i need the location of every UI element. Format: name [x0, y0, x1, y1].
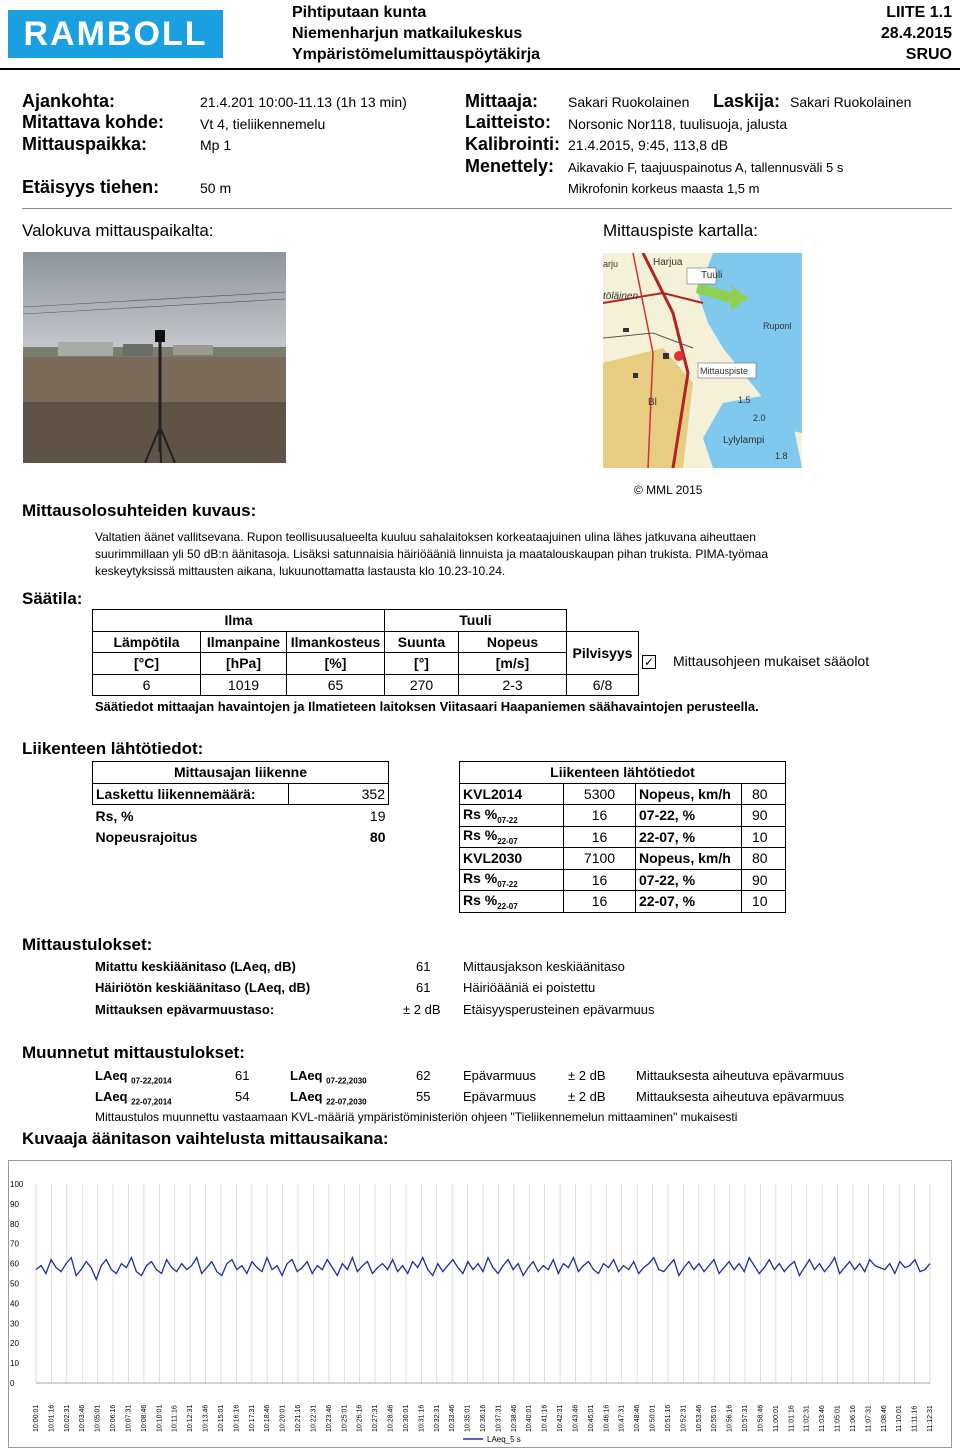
- day-share-value-2014: 90: [742, 805, 786, 827]
- traffic-title: Liikenteen lähtötiedot:: [22, 739, 204, 758]
- weather-table: [92, 609, 639, 696]
- kalibrointi-label: Kalibrointi:: [465, 134, 560, 154]
- paikka-value: Mp 1: [200, 137, 232, 153]
- y-tick-label: 0: [10, 1379, 15, 1388]
- weather-header-direction: Suunta: [385, 631, 459, 653]
- etaisyys-label: Etäisyys tiehen:: [22, 177, 160, 197]
- y-tick-label: 80: [10, 1219, 19, 1229]
- laeq-sub: 22-07,2014: [131, 1097, 172, 1107]
- map-place-bl: Bl: [648, 397, 657, 408]
- weather-unit-pressure: [hPa]: [201, 653, 287, 675]
- x-tick-label: 10:10:01: [156, 1404, 164, 1432]
- photo-title: Valokuva mittauspaikalta:: [22, 221, 214, 240]
- conditions-title: Mittausolosuhteiden kuvaus:: [22, 501, 257, 520]
- x-tick-label: 10:42:31: [557, 1404, 565, 1432]
- result-clean-label: Häiriötön keskiäänitaso (LAeq, dB): [95, 980, 311, 995]
- x-tick-label: 10:45:01: [587, 1404, 595, 1432]
- x-tick-label: 10:16:16: [233, 1404, 241, 1432]
- laskija-value: Sakari Ruokolainen: [790, 94, 912, 110]
- y-tick-label: 90: [10, 1199, 19, 1209]
- mittaaja-value: Sakari Ruokolainen: [568, 94, 690, 110]
- laeq-2207-2014-value: 54: [235, 1089, 250, 1104]
- weather-value-cloud: 6/8: [567, 674, 639, 696]
- x-tick-label: 10:27:31: [372, 1404, 380, 1432]
- x-tick-label: 10:58:46: [757, 1404, 765, 1432]
- map-title: Mittauspiste kartalla:: [603, 221, 758, 240]
- x-tick-label: 10:15:01: [217, 1404, 225, 1432]
- x-tick-label: 11:02:31: [803, 1405, 811, 1432]
- x-tick-label: 10:41:16: [541, 1404, 549, 1432]
- weather-group-tuuli: Tuuli: [385, 610, 567, 632]
- weather-note: Säätiedot mittaajan havaintojen ja Ilmatieteen laitoksen Viitasaari Haapaniemen säähavaintojen perusteella.: [95, 699, 759, 714]
- header-ref-1: LIITE 1.1: [886, 4, 952, 21]
- rs-label-text: Rs %: [463, 891, 498, 908]
- map-depth-20: 2.0: [753, 413, 766, 423]
- kohde-value: Vt 4, tieliikennemelu: [200, 116, 326, 132]
- x-tick-label: 10:08:46: [140, 1404, 148, 1432]
- traffic-count-label: Laskettu liikennemäärä:: [93, 783, 289, 805]
- logo-text: RAMBOLL: [23, 15, 208, 53]
- traffic-speed-limit-value: 80: [369, 828, 386, 845]
- x-tick-label: 11:00:01: [772, 1405, 780, 1432]
- traffic-speed-limit-label: Nopeusrajoitus: [95, 828, 198, 845]
- weather-header-humidity: Ilmankosteus: [287, 631, 385, 653]
- laskija-label: Laskija:: [713, 91, 781, 111]
- laeq-2207-2030-value: 55: [416, 1089, 431, 1104]
- x-tick-label: 10:01:16: [48, 1404, 56, 1432]
- x-tick-label: 10:25:01: [341, 1404, 349, 1432]
- rs-0722-2014-value: 16: [564, 805, 636, 827]
- site-map: [603, 253, 802, 468]
- x-tick-label: 10:07:31: [125, 1404, 133, 1432]
- menettely-value-1: Aikavakio F, taajuuspainotus A, tallennusväli 5 s: [568, 160, 844, 175]
- weather-value-speed: 2-3: [459, 674, 567, 696]
- kalibrointi-value: 21.4.2015, 9:45, 113,8 dB: [568, 137, 729, 153]
- rs-sub: 07-22: [497, 815, 518, 825]
- traffic-right-table: [459, 761, 786, 913]
- mittaaja-label: Mittaaja:: [465, 91, 539, 111]
- x-tick-label: 10:51:16: [664, 1404, 672, 1432]
- x-tick-label: 11:12:31: [927, 1405, 934, 1432]
- uncertainty-label-day: Epävarmuus: [463, 1068, 536, 1083]
- y-tick-label: 70: [10, 1239, 19, 1249]
- converted-title: Muunnetut mittaustulokset:: [22, 1043, 245, 1062]
- rs-label-text: Rs %: [463, 870, 498, 887]
- weather-checkbox[interactable]: ✓: [643, 655, 655, 669]
- laeq-text: LAeq: [95, 1068, 128, 1083]
- laeq-0722-2030-label: [290, 1068, 367, 1086]
- x-tick-label: 11:03:46: [819, 1405, 827, 1432]
- x-tick-label: 10:05:01: [94, 1404, 102, 1432]
- weather-value-temp: 6: [93, 674, 201, 696]
- x-tick-label: 10:36:16: [480, 1404, 487, 1432]
- x-tick-label: 10:33:46: [449, 1404, 457, 1432]
- x-tick-label: 10:37:31: [495, 1404, 503, 1432]
- laeq-2207-2030-label: [290, 1089, 367, 1107]
- x-tick-label: 10:26:16: [356, 1404, 364, 1432]
- traffic-left-table: [92, 761, 389, 848]
- menettely-label: Menettely:: [465, 156, 555, 176]
- rs-sub: 07-22: [497, 880, 518, 890]
- laeq-2207-2014-label: [95, 1089, 172, 1107]
- legend-label: LAeq_5 s: [487, 1435, 521, 1444]
- uncertainty-label-night: Epävarmuus: [463, 1089, 536, 1104]
- x-tick-label: 10:18:46: [264, 1404, 272, 1432]
- traffic-rs-label: Rs, %: [95, 807, 134, 824]
- rs-2207-2014-value: 16: [564, 826, 636, 848]
- laeq-text: LAeq: [95, 1089, 128, 1104]
- laitteisto-label: Laitteisto:: [465, 112, 552, 132]
- x-tick-label: 10:31:16: [418, 1404, 426, 1432]
- uncertainty-value-day: ± 2 dB: [568, 1068, 606, 1083]
- header-line-1: Pihtiputaan kunta: [292, 4, 427, 21]
- result-measured-label: Mitattu keskiäänitaso (LAeq, dB): [95, 959, 296, 974]
- traffic-count-value: 352: [289, 783, 389, 805]
- weather-unit-speed: [m/s]: [459, 653, 567, 675]
- x-tick-label: 10:02:31: [63, 1404, 71, 1432]
- speed-label-2014: Nopeus, km/h: [636, 783, 742, 805]
- kvl2030-label: KVL2030: [460, 848, 564, 870]
- laeq-sub: 22-07,2030: [326, 1097, 367, 1107]
- x-tick-label: 11:01:16: [788, 1405, 796, 1432]
- chart-title: Kuvaaja äänitason vaihtelusta mittausaikana:: [22, 1129, 389, 1148]
- result-uncertainty-value: ± 2 dB: [403, 1002, 441, 1017]
- x-tick-label: 10:56:16: [726, 1404, 734, 1432]
- night-share-value-2030: 10: [742, 891, 786, 913]
- conditions-text-2: suurimmillaan yli 50 dB:n äänitasoja. Lisäksi satunnaisia häiriöääniä linnuista ja maatalouskaupan pihan trukista. PIMA-työmaa: [95, 547, 769, 561]
- x-tick-label: 10:30:01: [402, 1404, 410, 1432]
- result-uncertainty-note: Etäisyysperusteinen epävarmuus: [463, 1002, 655, 1017]
- x-tick-label: 10:21:16: [295, 1404, 303, 1432]
- map-credit: © MML 2015: [634, 483, 703, 497]
- x-tick-label: 10:35:01: [464, 1404, 472, 1432]
- uncertainty-value-night: ± 2 dB: [568, 1089, 606, 1104]
- map-place-arju: arju: [603, 259, 619, 269]
- map-label-tuuli: Tuuli: [701, 270, 723, 281]
- weather-value-humidity: 65: [287, 674, 385, 696]
- x-tick-label: 10:11:16: [171, 1405, 179, 1432]
- weather-checkbox-label: Mittausohjeen mukaiset sääolot: [673, 653, 870, 669]
- laeq-0722-2014-value: 61: [235, 1068, 250, 1083]
- rs-sub: 22-07: [497, 901, 518, 911]
- rs-2207-2014-label: [460, 826, 564, 848]
- speed-value-2014: 80: [742, 783, 786, 805]
- header-divider: [0, 68, 960, 70]
- weather-header-temp: Lämpötila: [93, 631, 201, 653]
- uncertainty-note-night: Mittauksesta aiheutuva epävarmuus: [636, 1089, 845, 1104]
- laeq-0722-2014-label: [95, 1068, 172, 1086]
- x-tick-label: 10:57:31: [742, 1404, 750, 1432]
- night-share-label-2030: 22-07, %: [636, 891, 742, 913]
- paikka-label: Mittauspaikka:: [22, 134, 148, 154]
- x-tick-label: 11:07:31: [865, 1405, 873, 1432]
- weather-group-ilma: Ilma: [93, 610, 385, 632]
- rs-0722-2030-value: 16: [564, 869, 636, 891]
- y-tick-label: 100: [10, 1180, 24, 1189]
- weather-title: Säätila:: [22, 589, 83, 608]
- header-line-2: Niemenharjun matkailukeskus: [292, 25, 523, 42]
- map-place-lylylampi: Lylylampi: [723, 435, 765, 446]
- day-share-label-2030: 07-22, %: [636, 869, 742, 891]
- x-tick-label: 10:50:01: [649, 1404, 657, 1432]
- ajankohta-value: 21.4.201 10:00-11.13 (1h 13 min): [200, 94, 407, 110]
- map-place-toilainen: töläinen: [603, 291, 639, 302]
- x-tick-label: 11:05:01: [834, 1405, 842, 1432]
- x-tick-label: 10:38:46: [510, 1404, 518, 1432]
- x-tick-label: 10:32:31: [433, 1404, 441, 1432]
- weather-header-pressure: Ilmanpaine: [201, 631, 287, 653]
- header-line-3: Ympäristömelumittauspöytäkirja: [292, 46, 541, 63]
- laitteisto-value: Norsonic Nor118, tuulisuoja, jalusta: [568, 116, 788, 132]
- x-tick-label: 10:53:46: [695, 1404, 703, 1432]
- y-tick-label: 60: [10, 1259, 19, 1269]
- x-tick-label: 11:08:46: [880, 1405, 888, 1432]
- traffic-left-header: Mittausajan liikenne: [93, 762, 389, 784]
- map-depth-18: 1.8: [775, 451, 788, 461]
- info-divider: [22, 208, 952, 209]
- result-measured-note: Mittausjakson keskiäänitaso: [463, 959, 625, 974]
- x-tick-label: 10:48:46: [634, 1404, 642, 1432]
- weather-value-pressure: 1019: [201, 674, 287, 696]
- x-tick-label: 10:17:31: [248, 1404, 256, 1432]
- header-ref-2: 28.4.2015: [880, 25, 952, 42]
- weather-header-speed: Nopeus: [459, 631, 567, 653]
- weather-unit-temp: [°C]: [93, 653, 201, 675]
- x-tick-label: 10:47:31: [618, 1404, 626, 1432]
- x-tick-label: 10:12:31: [187, 1404, 195, 1432]
- header-ref-3: SRUO: [905, 46, 952, 63]
- map-place-ruponl: Ruponl: [763, 321, 792, 331]
- rs-sub: 22-07: [497, 837, 518, 847]
- rs-label-text: Rs %: [463, 805, 498, 822]
- laeq-sub: 07-22,2030: [326, 1076, 367, 1086]
- noise-level-chart: [8, 1160, 952, 1448]
- etaisyys-value: 50 m: [200, 180, 232, 196]
- rs-label-text: Rs %: [463, 827, 498, 844]
- laeq-text: LAeq: [290, 1068, 323, 1083]
- x-tick-label: 10:43:46: [572, 1404, 580, 1432]
- results-title: Mittaustulokset:: [22, 935, 153, 954]
- speed-value-2030: 80: [742, 848, 786, 870]
- x-tick-label: 10:06:16: [110, 1404, 118, 1432]
- x-tick-label: 11:10:01: [896, 1405, 904, 1432]
- x-tick-label: 10:40:01: [526, 1404, 534, 1432]
- y-tick-label: 50: [10, 1279, 19, 1289]
- y-tick-label: 40: [10, 1299, 19, 1309]
- uncertainty-note-day: Mittauksesta aiheutuva epävarmuus: [636, 1068, 845, 1083]
- rs-0722-2014-label: [460, 805, 564, 827]
- menettely-value-2: Mikrofonin korkeus maasta 1,5 m: [568, 181, 760, 196]
- kvl2014-label: KVL2014: [460, 783, 564, 805]
- kvl2030-value: 7100: [564, 848, 636, 870]
- x-tick-label: 10:03:46: [79, 1404, 87, 1432]
- x-tick-label: 10:13:46: [202, 1404, 210, 1432]
- x-tick-label: 10:46:16: [603, 1404, 611, 1432]
- y-tick-label: 10: [10, 1359, 19, 1369]
- x-tick-label: 11:06:16: [849, 1405, 857, 1432]
- day-share-label-2014: 07-22, %: [636, 805, 742, 827]
- rs-2207-2030-label: [460, 891, 564, 913]
- conditions-text-3: keskeytyksissä mittausten aikana, lukuunottamatta lastausta klo 10.23-10.24.: [95, 564, 506, 578]
- kohde-label: Mitattava kohde:: [22, 112, 165, 132]
- converted-footnote: Mittaustulos muunnettu vastaamaan KVL-määriä ympäristöministeriön ohjeen "Tieliikennemelun mittaaminen" mukaisesti: [95, 1110, 738, 1124]
- result-measured-value: 61: [416, 959, 431, 974]
- weather-unit-humidity: [%]: [287, 653, 385, 675]
- x-tick-label: 10:23:46: [325, 1404, 333, 1432]
- weather-unit-direction: [°]: [385, 653, 459, 675]
- rs-2207-2030-value: 16: [564, 891, 636, 913]
- x-tick-label: 10:52:31: [680, 1404, 688, 1432]
- laeq-0722-2030-value: 62: [416, 1068, 431, 1083]
- weather-header-cloud: Pilvisyys: [567, 631, 639, 674]
- laeq-sub: 07-22,2014: [131, 1076, 172, 1086]
- result-clean-note: Häiriöääniä ei poistettu: [463, 980, 596, 995]
- chart-frame: [9, 1161, 952, 1448]
- conditions-text-1: Valtatien äänet vallitsevana. Rupon teollisuusalueelta kuuluu sahalaitoksen korkeataajuinen ulina lähes jatkuvana aiheuttaen: [95, 530, 756, 544]
- x-tick-label: 10:22:31: [310, 1404, 318, 1432]
- laeq-text: LAeq: [290, 1089, 323, 1104]
- x-tick-label: 10:28:46: [387, 1404, 395, 1432]
- speed-label-2030: Nopeus, km/h: [636, 848, 742, 870]
- y-tick-label: 30: [10, 1319, 19, 1329]
- ajankohta-label: Ajankohta:: [22, 91, 116, 111]
- x-tick-label: 11:11:16: [911, 1405, 919, 1432]
- day-share-value-2030: 90: [742, 869, 786, 891]
- weather-value-direction: 270: [385, 674, 459, 696]
- x-tick-label: 10:55:01: [711, 1404, 719, 1432]
- night-share-label-2014: 22-07, %: [636, 826, 742, 848]
- site-photo: [23, 252, 286, 463]
- y-tick-label: 20: [10, 1339, 19, 1349]
- map-depth-15: 1.5: [738, 395, 751, 405]
- x-tick-label: 10:00:01: [33, 1404, 40, 1432]
- rs-0722-2030-label: [460, 869, 564, 891]
- traffic-rs-value: 19: [369, 807, 386, 824]
- kvl2014-value: 5300: [564, 783, 636, 805]
- night-share-value-2014: 10: [742, 826, 786, 848]
- result-clean-value: 61: [416, 980, 431, 995]
- map-place-harjua: Harjua: [653, 257, 683, 268]
- x-tick-label: 10:20:01: [279, 1404, 287, 1432]
- map-label-mittauspiste: Mittauspiste: [700, 366, 749, 376]
- result-uncertainty-label: Mittauksen epävarmuustaso:: [95, 1002, 275, 1017]
- traffic-right-header: Liikenteen lähtötiedot: [460, 762, 786, 784]
